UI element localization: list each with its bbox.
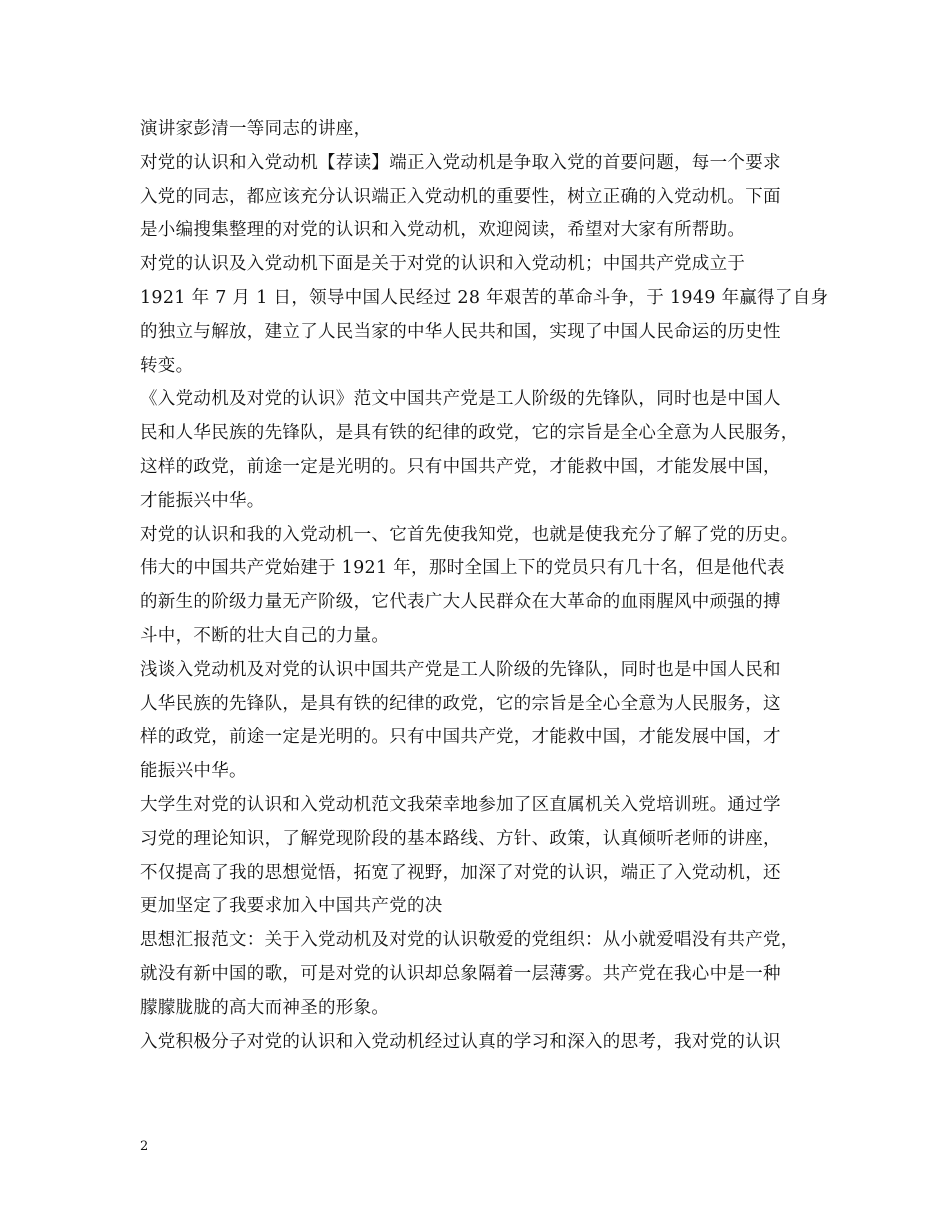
text-line: 对党的认识和入党动机【荐读】端正入党动机是争取入党的首要问题，每一个要求 (140, 152, 781, 173)
document-body (140, 113, 840, 1059)
text-line: 的独立与解放，建立了人民当家的中华人民共和国，实现了中国人民命运的历史性 (140, 321, 781, 342)
text-line: 入党的同志，都应该充分认识端正入党动机的重要性，树立正确的入党动机。下面 (140, 186, 781, 207)
text-line: 演讲家彭清一等同志的讲座， (140, 119, 372, 139)
text-line: 才能振兴中华。 (140, 490, 265, 511)
text-line: 对党的认识及入党动机下面是关于对党的认识和入党动机；中国共产党成立于 (140, 254, 746, 275)
text-line: 朦朦胧胧的高大而神圣的形象。 (140, 997, 390, 1018)
text-line: 转变。 (140, 355, 194, 376)
text-line: 能振兴中华。 (140, 761, 247, 782)
text-line: 人华民族的先锋队，是具有铁的纪律的政党，它的宗旨是全心全意为人民服务，这 (140, 693, 781, 714)
text-line: 就没有新中国的歌，可是对党的认识却总象隔着一层薄雾。共产党在我心中是一种 (140, 963, 781, 984)
text-line: 浅谈入党动机及对党的认识中国共产党是工人阶级的先锋队，同时也是中国人民和 (140, 659, 781, 680)
text-line: 1921 年 7 月 1 日，领导中国人民经过 28 年艰苦的革命斗争，于 1949 年赢得了自身 (140, 287, 829, 308)
text-line: 的新生的阶级力量无产阶级，它代表广大人民群众在大革命的血雨腥风中顽强的搏 (140, 592, 781, 613)
text-line: 《入党动机及对党的认识》范文中国共产党是工人阶级的先锋队，同时也是中国人 (140, 389, 781, 410)
text-line: 这样的政党，前途一定是光明的。只有中国共产党，才能救中国，才能发展中国， (140, 456, 781, 477)
text-line: 斗中，不断的壮大自己的力量。 (140, 625, 390, 646)
page-number: 2 (140, 1139, 149, 1154)
text-line: 不仅提高了我的思想觉悟，拓宽了视野，加深了对党的认识，端正了入党动机，还 (140, 862, 781, 883)
text-line: 习党的理论知识，了解党现阶段的基本路线、方针、政策，认真倾听老师的讲座， (140, 828, 781, 849)
text-line: 更加坚定了我要求加入中国共产党的决 (140, 896, 443, 917)
text-line: 样的政党，前途一定是光明的。只有中国共产党，才能救中国，才能发展中国，才 (140, 727, 781, 748)
text-line: 是小编搜集整理的对党的认识和入党动机，欢迎阅读，希望对大家有所帮助。 (140, 220, 746, 241)
text-line: 伟大的中国共产党始建于 1921 年，那时全国上下的党员只有几十名，但是他代表 (140, 558, 785, 579)
text-line: 大学生对党的认识和入党动机范文我荣幸地参加了区直属机关入党培训班。通过学 (140, 794, 781, 815)
text-line: 入党积极分子对党的认识和入党动机经过认真的学习和深入的思考，我对党的认识 (140, 1031, 781, 1052)
text-line: 对党的认识和我的入党动机一、它首先使我知党，也就是使我充分了解了党的历史。 (140, 524, 799, 545)
text-line: 思想汇报范文：关于入党动机及对党的认识敬爱的党组织：从小就爱唱没有共产党， (140, 930, 799, 951)
text-line: 民和人华民族的先锋队，是具有铁的纪律的政党，它的宗旨是全心全意为人民服务， (140, 423, 799, 444)
